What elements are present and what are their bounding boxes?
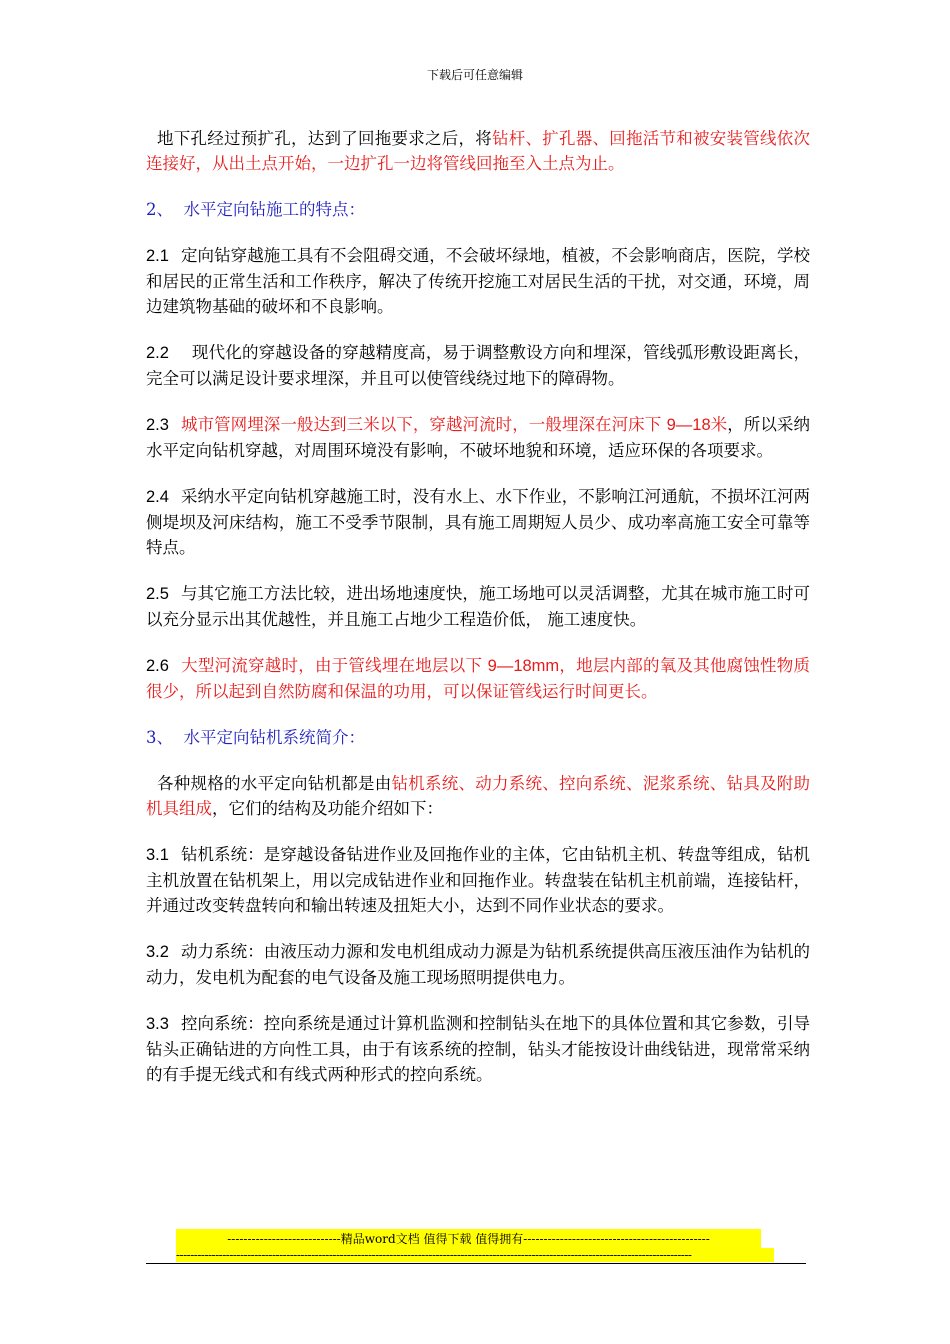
item-text: 现代化的穿越设备的穿越精度高，易于调整敷设方向和埋深，管线弧形敷设距离长，完全可以满足设计要求埋深，并且可以使管线绕过地下的障碍物。 <box>146 343 810 388</box>
item-red-text: 大型河流穿越时，由于管线埋在地层以下 <box>180 656 488 675</box>
item-red-number: 9—18mm <box>487 657 560 675</box>
item-red-number: 9—18 <box>666 416 711 434</box>
system-intro-paragraph <box>146 771 810 821</box>
page-header: 下载后可任意编辑 <box>426 68 523 82</box>
footer-banner: ----------------------------精品word文档 值得下载 值得拥有---------------------------------------------- <box>176 1229 761 1249</box>
item-text: ，所以采纳水平定向钻机穿越，对周围环境没有影响，不破坏地貌和环境，适应环保的各项要求。 <box>146 415 810 460</box>
system-intro-lead: 各种规格的水平定向钻机都是由 <box>146 774 392 793</box>
item-number: 2.3 <box>146 416 169 434</box>
item-2-6 <box>146 653 810 704</box>
item-text: 控向系统：控向系统是通过计算机监测和控制钻头在地下的具体位置和其它参数，引导钻头正确钻进的方向性工具，由于有该系统的控制，钻头才能按设计曲线钻进，现常常采纳的有手提无线式和有线式两种形式的控向系统。 <box>146 1014 810 1084</box>
item-red-text-2: 米 <box>710 415 728 434</box>
item-2-3 <box>146 412 810 463</box>
item-number: 2.5 <box>146 585 169 603</box>
system-intro-red-text: 钻机系统、动力系统、控向系统、泥浆系统、钻具及附助机具组成 <box>146 774 810 818</box>
item-2-4 <box>146 484 810 560</box>
item-3-1 <box>146 842 810 918</box>
item-text: 动力系统：由液压动力源和发电机组成动力源是为钻机系统提供高压液压油作为钻机的动力，发电机为配套的电气设备及施工现场照明提供电力。 <box>146 942 810 987</box>
item-2-1 <box>146 243 810 319</box>
footer-rule <box>146 1263 806 1264</box>
item-2-2 <box>146 340 810 391</box>
item-red-text-2: ，地层内部的氧及其他腐蚀性物质很少，所以起到自然防腐和保温的功用，可以保证管线运行时间更长。 <box>146 656 811 701</box>
item-3-2 <box>146 939 810 990</box>
intro-paragraph <box>146 126 810 176</box>
item-number: 2.1 <box>146 247 169 265</box>
item-number: 3.3 <box>146 1015 169 1033</box>
item-number: 3.1 <box>146 846 169 864</box>
intro-lead: 地下孔经过预扩孔，达到了回拖要求之后，将 <box>146 129 492 148</box>
item-text: 定向钻穿越施工具有不会阻碍交通，不会破坏绿地，植被，不会影响商店，医院，学校和居民的正常生活和工作秩序，解决了传统开挖施工对居民生活的干扰，对交通，环境，周边建筑物基础的破坏和不良影响。 <box>146 246 810 316</box>
document-body <box>146 126 810 1108</box>
item-red-text: 城市管网埋深一般达到三米以下，穿越河流时，一般埋深在河床下 <box>180 415 667 434</box>
item-text: 与其它施工方法比较，进出场地速度快，施工场地可以灵活调整，尤其在城市施工时可以充分显示出其优越性，并且施工占地少工程造价低， 施工速度快。 <box>146 584 810 629</box>
item-number: 2.4 <box>146 488 169 506</box>
item-3-3 <box>146 1011 810 1087</box>
intro-red-text: 钻杆、扩孔器、回拖活节和被安装管线依次连接好，从出土点开始，一边扩孔一边将管线回拖至入土点为止。 <box>146 129 810 173</box>
item-2-5 <box>146 581 810 632</box>
item-number: 3.2 <box>146 943 169 961</box>
item-text: 钻机系统：是穿越设备钻进作业及回拖作业的主体，它由钻机主机、转盘等组成，钻机主机放置在钻机架上，用以完成钻进作业和回拖作业。转盘装在钻机主机前端，连接钻杆，并通过改变转盘转向和输出转速及扭矩大小，达到不同作业状态的要求。 <box>146 845 810 915</box>
footer-dash-line: ------------------------------------------------------------------------------------------------------------------------------------------------- <box>176 1248 774 1262</box>
item-number: 2.6 <box>146 657 169 675</box>
system-intro-rest: ，它们的结构及功能介绍如下： <box>212 799 443 818</box>
item-number: 2.2 <box>146 344 169 362</box>
item-text: 采纳水平定向钻机穿越施工时，没有水上、水下作业，不影响江河通航，不损坏江河两侧堤坝及河床结构，施工不受季节限制，具有施工周期短人员少、成功率高施工安全可靠等特点。 <box>146 487 810 557</box>
section-heading-2: 2、 水平定向钻施工的特点： <box>146 200 365 219</box>
section-heading-3: 3、 水平定向钻机系统简介： <box>146 728 365 747</box>
